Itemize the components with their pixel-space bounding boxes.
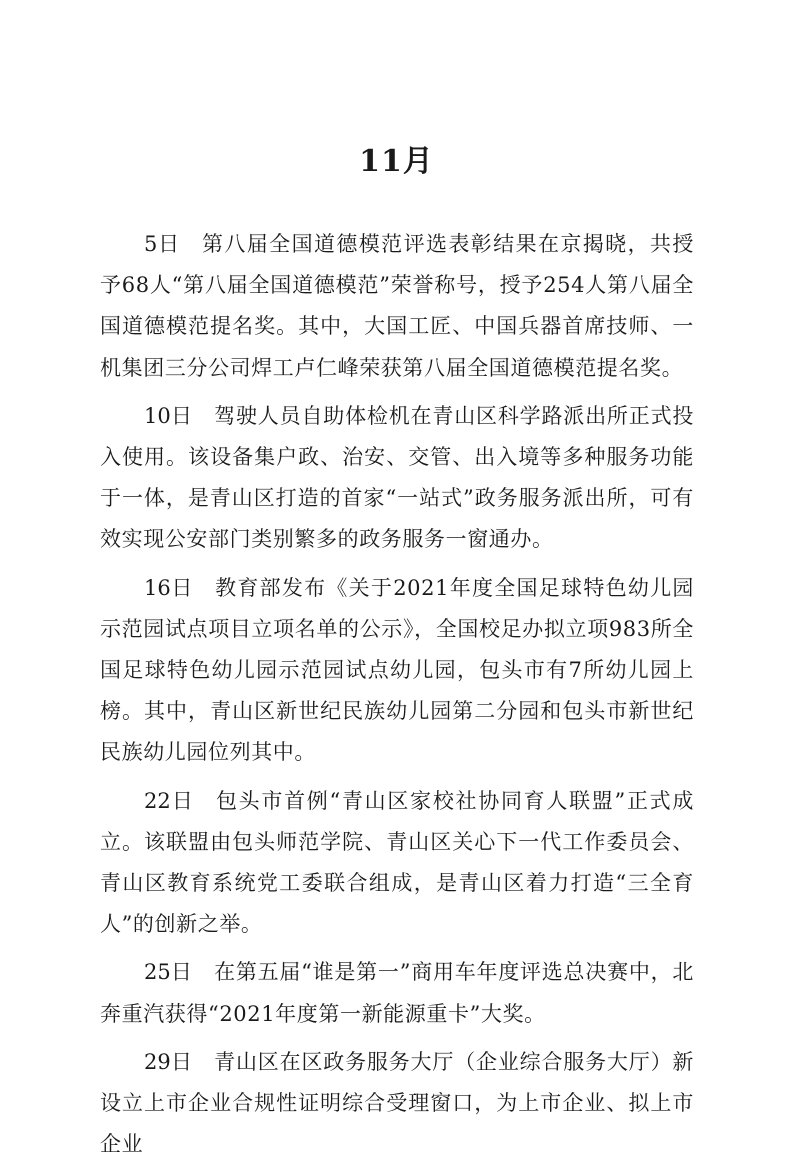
entry-day: 25日 — [144, 960, 193, 985]
chronicle-entry — [100, 952, 694, 1034]
chronicle-entry — [100, 781, 694, 946]
chronicle-entry — [100, 1042, 694, 1166]
entry-day: 22日 — [144, 788, 194, 813]
entry-text: 在第五届“谁是第一”商用车年度评选总决赛中，北奔重汽获得“2021年度第一新能源重卡”大奖。 — [100, 960, 694, 1026]
entry-day: 29日 — [144, 1049, 193, 1074]
chronicle-entries — [100, 224, 694, 1172]
chronicle-entry — [100, 396, 694, 561]
entry-text: 包头市首例“青山区家校社协同育人联盟”正式成立。该联盟由包头师范学院、青山区关心下一代工作委员会、青山区教育系统党工委联合组成，是青山区着力打造“三全育人”的创新之举。 — [100, 788, 694, 937]
entry-day: 10日 — [144, 403, 193, 428]
entry-day: 16日 — [144, 575, 194, 600]
entry-text: 驾驶人员自助体检机在青山区科学路派出所正式投入使用。该设备集户政、治安、交管、出入境等多种服务功能于一体，是青山区打造的首家“一站式”政务服务派出所，可有效实现公安部门类别繁多的政务服务一窗通办。 — [100, 403, 694, 552]
entry-day: 5日 — [144, 232, 180, 256]
chronicle-entry — [100, 568, 694, 774]
entry-text: 青山区在区政务服务大厅（企业综合服务大厅）新设立上市企业合规性证明综合受理窗口，为上市企业、拟上市企业 — [100, 1049, 694, 1157]
chronicle-entry — [100, 224, 694, 389]
entry-text: 教育部发布《关于2021年度全国足球特色幼儿园示范园试点项目立项名单的公示》，全国校足办拟立项983所全国足球特色幼儿园示范园试点幼儿园，包头市有7所幼儿园上榜。其中，青山区新世纪民族幼儿园第二分园和包头市新世纪民族幼儿园位列其中。 — [100, 575, 694, 765]
page-title: 11月 — [359, 144, 434, 179]
entry-text: 第八届全国道德模范评选表彰结果在京揭晓，共授予68人“第八届全国道德模范”荣誉称号，授予254人第八届全国道德模范提名奖。其中，大国工匠、中国兵器首席技师、一机集团三分公司焊工卢仁峰荣获第八届全国道德模范提名奖。 — [100, 232, 694, 380]
